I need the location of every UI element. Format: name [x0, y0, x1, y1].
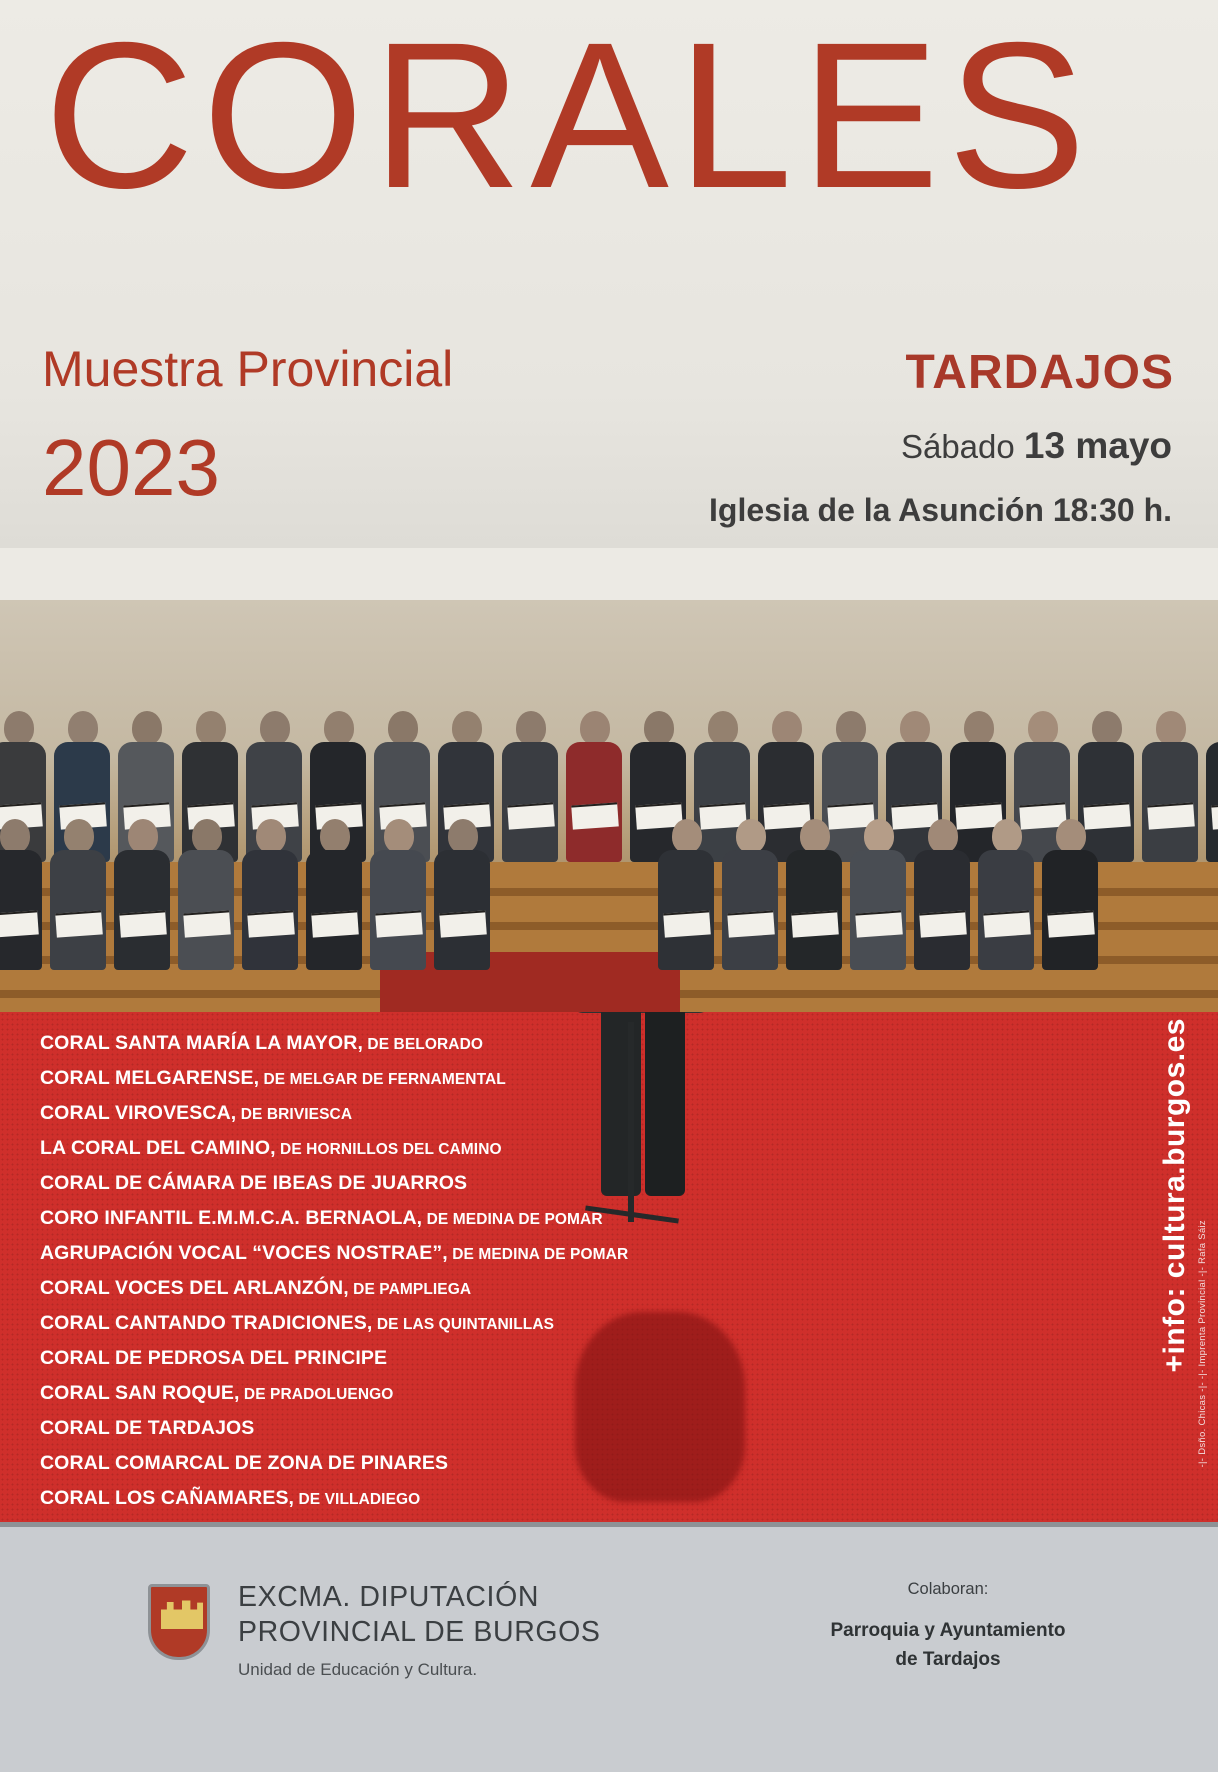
choir-name: CORAL SANTA MARÍA LA MAYOR,: [40, 1032, 364, 1054]
choir-name: CORAL COMARCAL DE ZONA DE PINARES: [40, 1452, 449, 1474]
list-item: [40, 1207, 603, 1229]
town-name: TARDAJOS: [905, 346, 1174, 399]
institution-name: [238, 1580, 601, 1651]
choir-name: LA CORAL DEL CAMINO,: [40, 1137, 276, 1159]
list-item: [40, 1349, 580, 1369]
burgos-shield-icon: [148, 1584, 210, 1660]
choir-name: AGRUPACIÓN VOCAL “VOCES NOSTRAE”,: [40, 1242, 448, 1264]
choir-row-front: [0, 819, 1106, 970]
conductor-leg-right: [645, 1012, 685, 1196]
music-stand-pole: [628, 1022, 634, 1222]
choir-singer: [1042, 819, 1100, 970]
collaborators-label: Colaboran:: [907, 1580, 989, 1598]
choir-singer: [178, 819, 236, 970]
list-item: [40, 1384, 580, 1404]
year: 2023: [42, 423, 220, 512]
choir-name: CORAL DE TARDAJOS: [40, 1417, 255, 1439]
list-item: [40, 1279, 580, 1299]
page-title: CORALES: [44, 0, 1095, 232]
list-item: [40, 1454, 580, 1474]
choir-singer: [306, 819, 364, 970]
choir-location: DE MEDINA DE POMAR: [422, 1211, 603, 1228]
choir-list-panel: [0, 1012, 1218, 1522]
choir-singer: [114, 819, 172, 970]
choir-singer: [370, 819, 428, 970]
list-item: [40, 1489, 580, 1509]
choir-singer: [658, 819, 716, 970]
event-date: [901, 425, 1172, 467]
collaborator-line1: Parroquia y Ayuntamiento: [830, 1620, 1066, 1641]
list-item: [40, 1034, 580, 1054]
conductor-shadow: [575, 1312, 745, 1502]
list-item: [40, 1242, 629, 1264]
list-item: [40, 1174, 580, 1194]
collaborator-line2: de Tardajos: [895, 1649, 1001, 1671]
choir-location: DE MELGAR DE FERNAMENTAL: [259, 1071, 506, 1088]
credits-text: -|- Dsño. Chicas -|- -|- Imprenta Provincial -|- Rafa Sáiz: [1197, 1220, 1208, 1468]
choir-name: CORAL MELGARENSE,: [40, 1067, 260, 1089]
choir-singer: [1206, 711, 1218, 862]
choir-name: CORAL DE PEDROSA DEL PRINCIPE: [40, 1347, 388, 1369]
list-item: [40, 1419, 580, 1439]
choir-location: DE PAMPLIEGA: [348, 1281, 472, 1298]
choir-singer: [722, 819, 780, 970]
website-link[interactable]: +info: cultura.burgos.es: [1158, 1018, 1191, 1373]
choir-photo: [0, 600, 1218, 1012]
choir-singer: [1142, 711, 1200, 862]
institution-unit: Unidad de Educación y Cultura.: [238, 1660, 478, 1679]
choir-name: CORAL LOS CAÑAMARES,: [40, 1487, 295, 1509]
choir-name: CORAL CANTANDO TRADICIONES,: [40, 1312, 373, 1334]
footer-divider: [0, 1522, 1218, 1527]
choir-singer: [434, 819, 492, 970]
choir-name: CORAL SAN ROQUE,: [40, 1382, 240, 1404]
conductor-body: [571, 1012, 711, 1013]
choir-singer: [978, 819, 1036, 970]
choir-location: DE HORNILLOS DEL CAMINO: [275, 1141, 502, 1158]
event-venue: Iglesia de la Asunción 18:30 h.: [709, 492, 1172, 528]
collaborators-names: [788, 1616, 1108, 1675]
choir-location: DE LAS QUINTANILLAS: [372, 1316, 555, 1333]
choir-list: [40, 1032, 629, 1522]
list-item: [40, 1104, 580, 1124]
list-item: [40, 1139, 580, 1159]
subtitle: Muestra Provincial: [42, 341, 454, 397]
choir-location: DE BELORADO: [363, 1036, 484, 1053]
choir-singer: [850, 819, 908, 970]
choir-singer: [786, 819, 844, 970]
date-prefix: Sábado: [900, 428, 1024, 465]
choir-location: DE BRIVIESCA: [236, 1106, 353, 1123]
list-item: [40, 1314, 580, 1334]
choir-singer: [0, 819, 44, 970]
institution-line2: PROVINCIAL DE BURGOS: [238, 1616, 601, 1649]
title-zone: [0, 0, 1218, 548]
date-strong: 13 mayo: [1023, 425, 1172, 466]
choir-name: CORAL VIROVESCA,: [40, 1102, 237, 1124]
list-item: [40, 1069, 580, 1089]
choir-singer: [242, 819, 300, 970]
conductor-leg-left: [601, 1012, 641, 1196]
choir-name: CORAL DE CÁMARA DE IBEAS DE JUARROS: [40, 1172, 468, 1194]
choir-singer: [914, 819, 972, 970]
choir-name: CORAL VOCES DEL ARLANZÓN,: [40, 1277, 349, 1299]
choir-location: DE MEDINA DE POMAR: [447, 1246, 629, 1263]
choir-name: CORO INFANTIL E.M.M.C.A. BERNAOLA,: [40, 1207, 423, 1229]
footer: [0, 1522, 1218, 1772]
institution-line1: EXCMA. DIPUTACIÓN: [238, 1581, 540, 1613]
choir-location: DE PRADOLUENGO: [239, 1386, 394, 1403]
choir-location: DE VILLADIEGO: [294, 1491, 421, 1508]
choir-singer: [50, 819, 108, 970]
